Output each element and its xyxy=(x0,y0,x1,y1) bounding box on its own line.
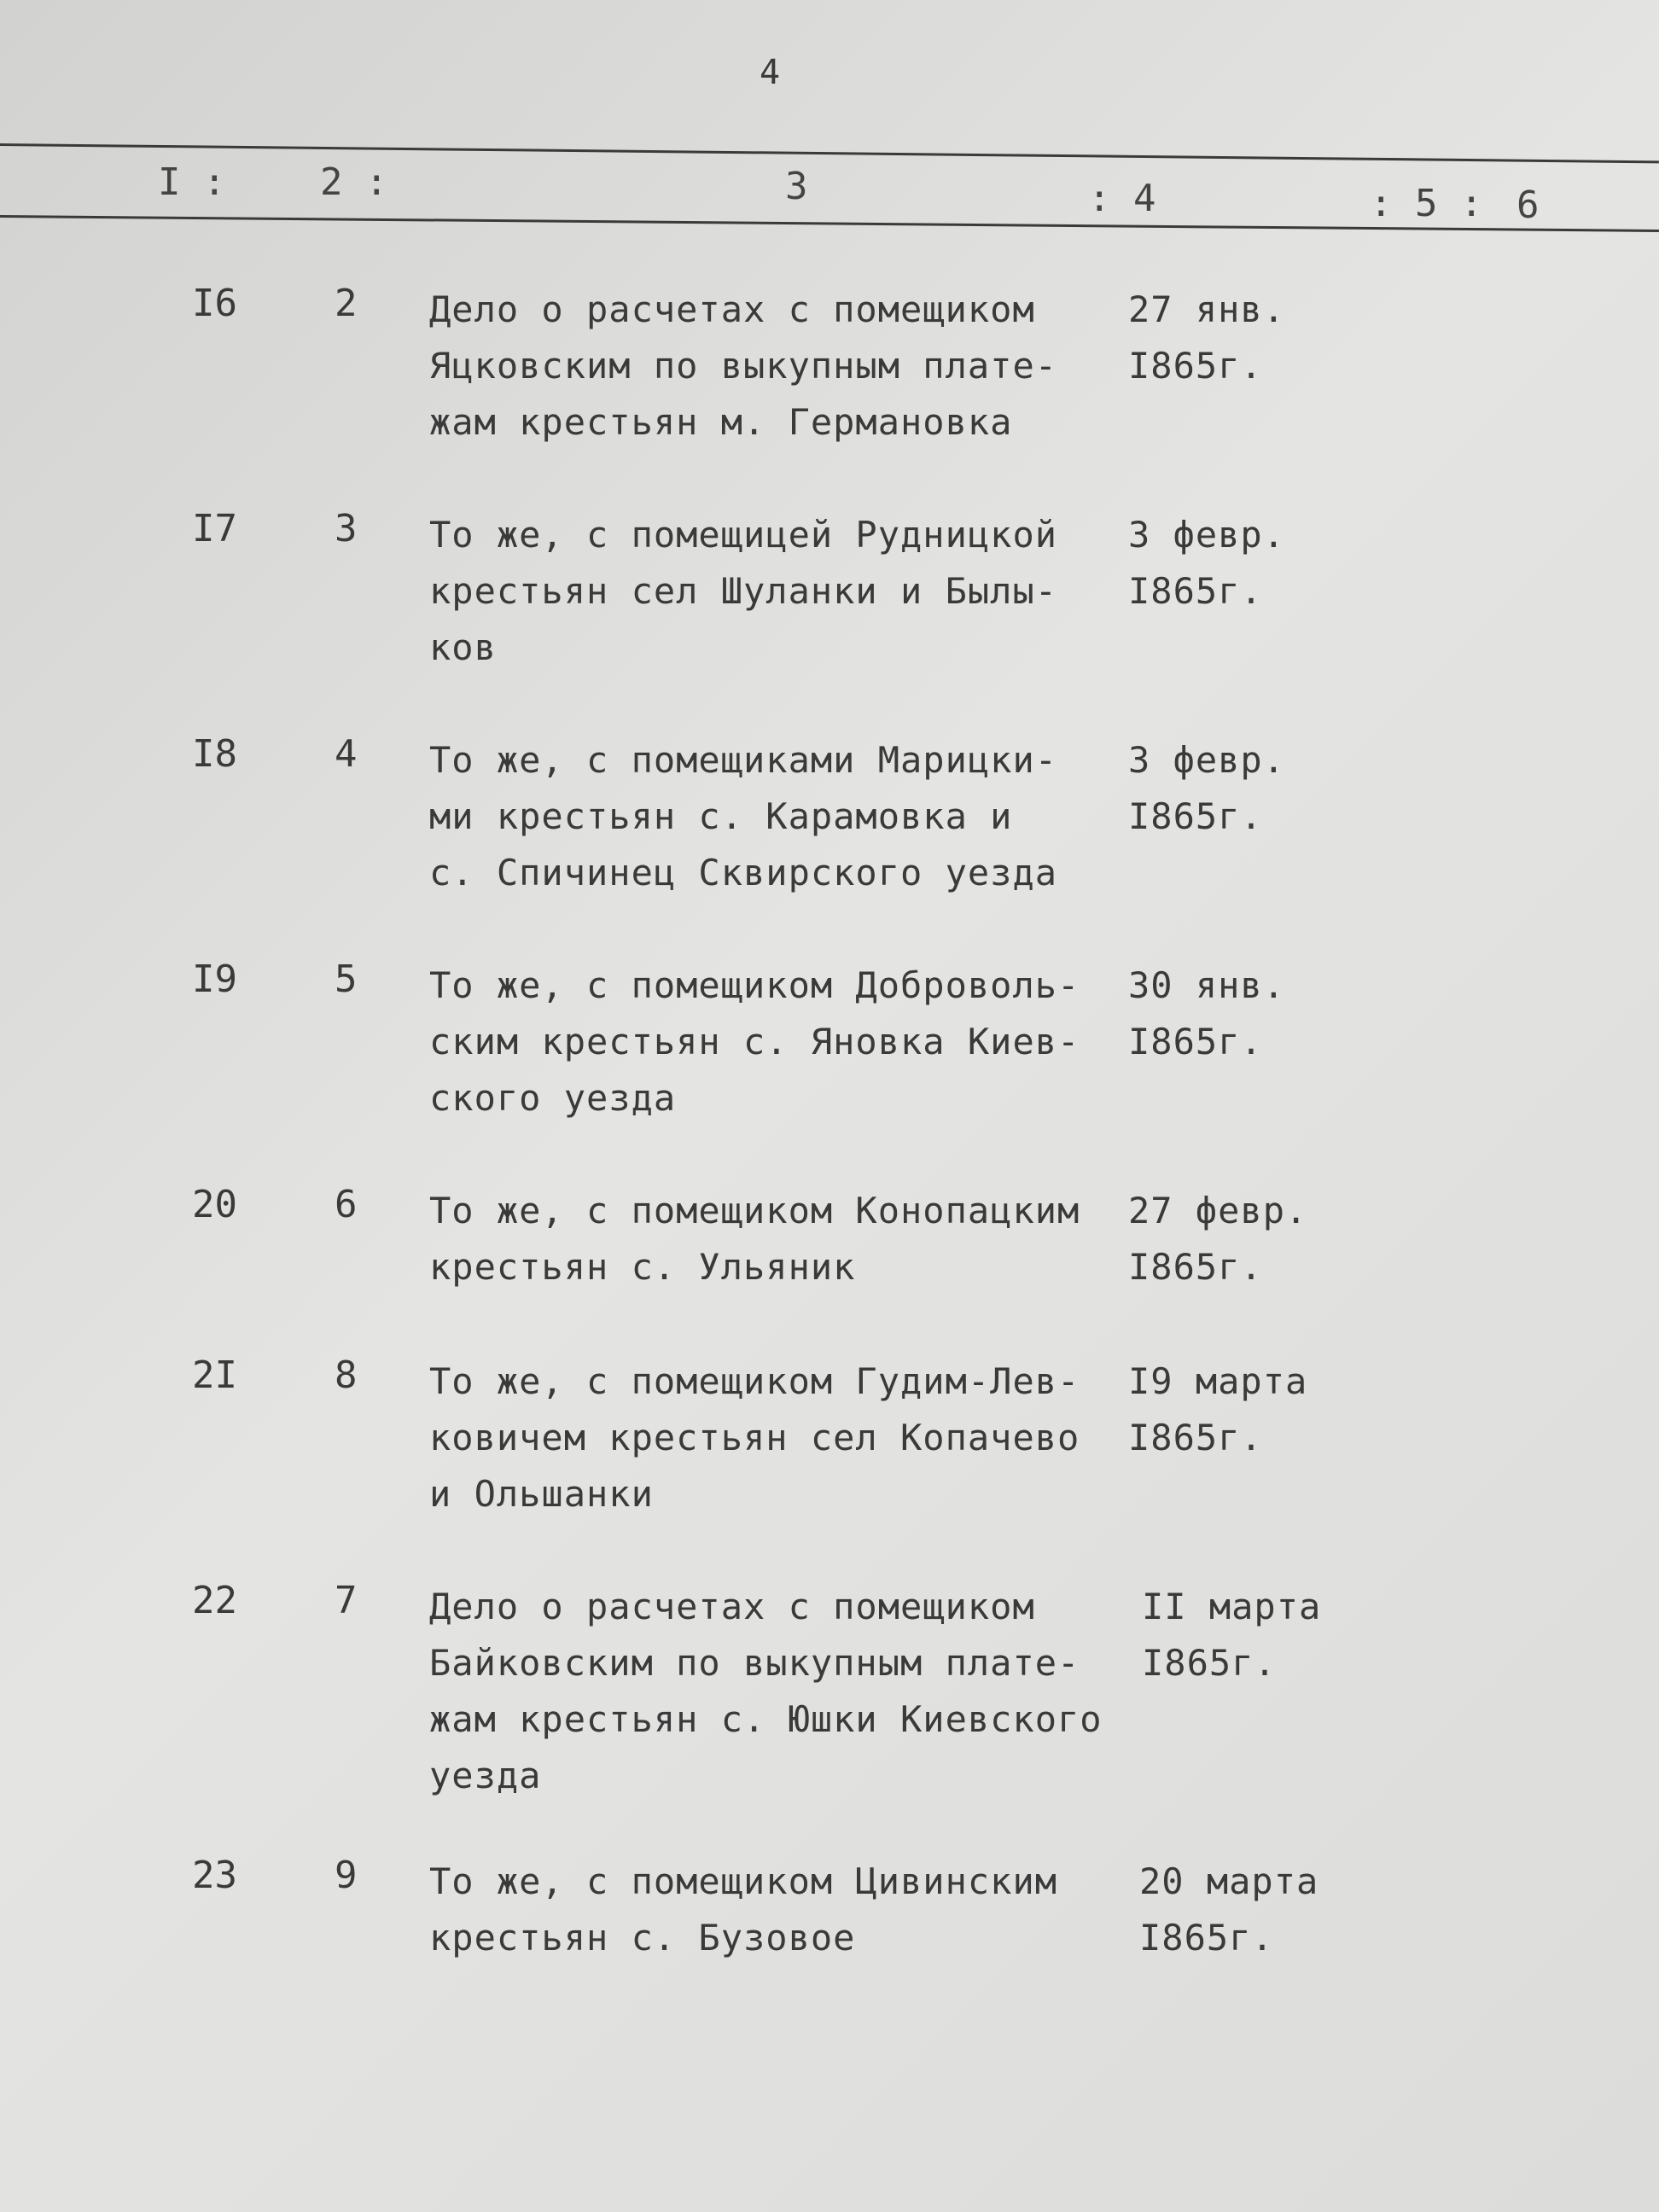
entry-date: 27 янв. I865г. xyxy=(1128,288,1286,387)
entry-number: 2I xyxy=(192,1353,237,1397)
entry-row xyxy=(0,507,1659,732)
entry-number: I9 xyxy=(192,958,237,1001)
entry-number: 20 xyxy=(192,1183,237,1226)
entry-date: 20 марта I865г. xyxy=(1139,1860,1319,1959)
entry-number: 22 xyxy=(192,1579,237,1622)
entry-old-number: 9 xyxy=(335,1854,358,1897)
page-number: 4 xyxy=(760,53,781,92)
entry-title: Дело о расчетах с помещиком Байковским по выкупным плате- жам крестьян с. Юшки Киевского уезда xyxy=(429,1586,1103,1796)
entry-title: То же, с помещиком Цивинским крестьян с. Бузовое xyxy=(429,1860,1058,1959)
entry-date: II марта I865г. xyxy=(1142,1586,1322,1684)
entry-number: I7 xyxy=(192,507,237,550)
entry-title: То же, с помещиком Доброволь- ским крестьян с. Яновка Киев- ского уезда xyxy=(429,964,1080,1119)
entry-row xyxy=(0,1579,1659,1854)
entry-row xyxy=(0,958,1659,1183)
entry-old-number: 5 xyxy=(335,958,358,1001)
header-col-3: 3 xyxy=(785,165,808,208)
entry-title: То же, с помещиком Гудим-Лев- ковичем крестьян сел Копачево и Ольшанки xyxy=(429,1360,1080,1515)
entry-date: 3 февр. I865г. xyxy=(1128,739,1286,837)
header-col-2: 2 : xyxy=(320,160,388,204)
entry-date: 3 февр. I865г. xyxy=(1128,514,1286,612)
entry-row xyxy=(0,732,1659,958)
entry-number: I8 xyxy=(192,732,237,776)
header-col-5: : 5 : xyxy=(1370,182,1483,225)
header-col-1: I : xyxy=(158,160,226,204)
entry-date: 30 янв. I865г. xyxy=(1128,964,1286,1062)
entry-row xyxy=(0,282,1659,507)
entry-old-number: 3 xyxy=(335,507,358,550)
entry-old-number: 8 xyxy=(335,1353,358,1397)
header-col-4: : 4 xyxy=(1088,177,1156,220)
entry-title: То же, с помещиком Конопацким крестьян с. Ульяник xyxy=(429,1190,1080,1288)
entry-old-number: 7 xyxy=(335,1579,358,1622)
entry-row xyxy=(0,1183,1659,1353)
entry-list xyxy=(0,282,1659,2024)
entry-date: 27 февр. I865г. xyxy=(1128,1190,1308,1288)
entry-row xyxy=(0,1353,1659,1579)
header-top-rule xyxy=(0,143,1659,163)
entry-title: То же, с помещицей Рудницкой крестьян сел Шуланки и Былы- ков xyxy=(429,514,1058,668)
entry-date: I9 марта I865г. xyxy=(1128,1360,1308,1458)
entry-row xyxy=(0,1854,1659,2024)
entry-old-number: 2 xyxy=(335,282,358,325)
entry-old-number: 4 xyxy=(335,732,358,776)
entry-old-number: 6 xyxy=(335,1183,358,1226)
entry-title: Дело о расчетах с помещиком Яцковским по выкупным плате- жам крестьян м. Германовка xyxy=(429,288,1058,443)
entry-title: То же, с помещиками Марицки- ми крестьян с. Карамовка и с. Спичинец Сквирского уезда xyxy=(429,739,1058,894)
header-col-6: 6 xyxy=(1516,183,1540,227)
entry-number: I6 xyxy=(192,282,237,325)
entry-number: 23 xyxy=(192,1854,237,1897)
